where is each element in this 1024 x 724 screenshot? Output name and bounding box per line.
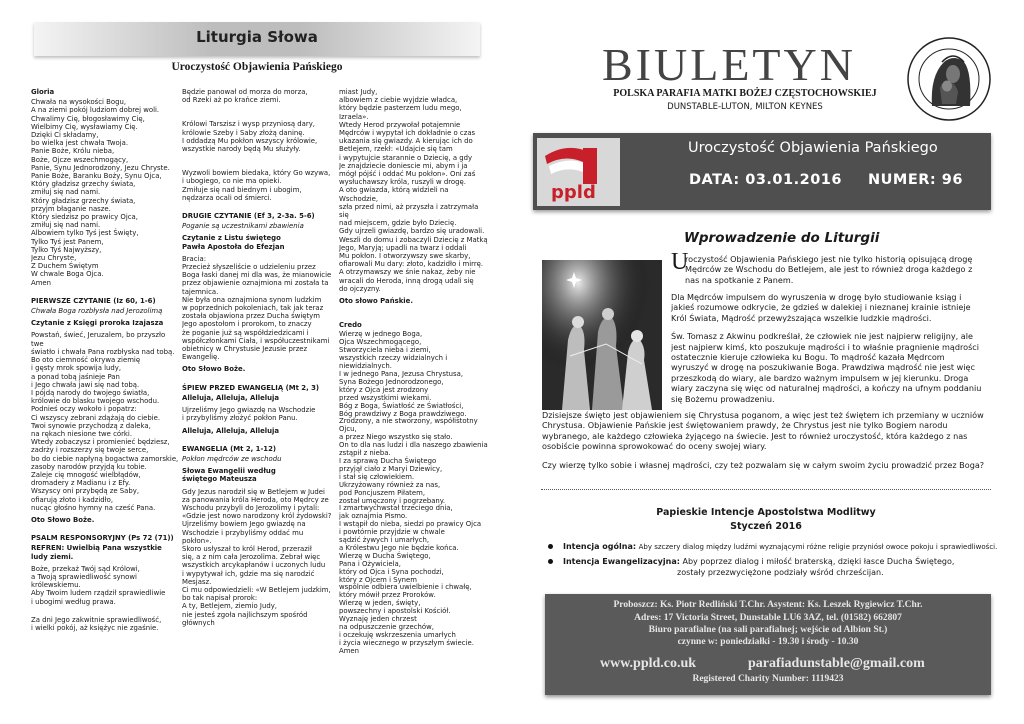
gospel-end: Oto słowo Pańskie. xyxy=(339,297,413,306)
footer-charity: Registered Charity Number: 1119423 xyxy=(692,674,844,684)
psalm-verse-1: Boże, przekaż Twój sąd Królowi, a Twoją sprawiedliwość synowi królewskiemu. Aby Twoim ludem rządził sprawiedliwie i ubogimi według prawa. xyxy=(31,564,166,606)
credo-heading: Credo xyxy=(339,321,362,330)
reading2-summary: Poganie są uczestnikami zbawienia xyxy=(182,222,304,231)
intention-evang-label: Intencja Ewangelizacyjna: xyxy=(563,557,680,566)
footer-office: Biuro parafialne (na sali parafialnej; wejście od Albion St.) xyxy=(648,625,888,635)
credo-text: Wierzę w jednego Boga, Ojca Wszechmogącego, Stworzyciela nieba i ziemi, wszystkich rzeczy widzialnych i niewidzialnych. I w jednego Pana, Jezusa Chrystusa, Syna Bożego Jednorodzonego, który z Ojca jest zrodzony przed wszystkimi wiekami. Bóg z Boga, Światłość ze Światłości, Bóg prawdziwy z Boga prawdziwego. Zrodzony, a nie stworzony, współistotny Ojcu, a przez Niego wszystko się stało. On to dla nas ludzi i dla naszego zbawienia zstąpił z nieba. I za sprawą Ducha Świętego przyjął ciało z Maryi Dziewicy, i stał się człowiekiem. Ukrzyżowany również za nas, pod Poncjuszem Piłatem, został umęczony i pogrzebany. I zmartwychwstał trzeciego dnia, jak oznajmia Pismo. I wstąpił do nieba, siedzi po prawicy Ojca i powtórnie przyjdzie w chwale sądzić żywych i umarłych, a Królestwu Jego nie będzie końca. Wierzę w Ducha Świętego, Pana i Ożywiciela, który od Ojca i Syna pochodzi, który z Ojcem i Synem wspólnie odbiera uwielbienie i chwałę, który mówił przez Proroków. Wierzę w jeden, święty, powszechny i apostolski Kościół. Wyznaję jeden chrzest na odpuszczenie grzechów, i oczekuję wskrzeszenia umarłych i życia wiecznego w przyszłym świecie. Amen xyxy=(339,330,488,655)
date-label: DATA: 03.01.2016 xyxy=(689,172,842,188)
liturgy-column-3 xyxy=(339,88,489,720)
bullet-icon xyxy=(548,559,553,564)
intro-p3: Św. Tomasz z Akwinu podkreślał, że człowiek nie jest najpierw religijny, ale jest najpierw kimś, kto poszukuje mądrości i to właśnie pragnienie mądrości ostatecznie kieruje człowieka ku Bogu. To mądrość kazała Mędrcom wyruszyć w drogę na poszukiwanie Boga. Prawdziwa mądrość nie jest więc przeszkodą do wiary, ale bardzo ważnym impulsem w jej kierunku. Droga wiary zaczyna się więc od naturalnej mądrości, a kończy na ufnym poddaniu się Bożemu prowadzeniu. xyxy=(671,331,982,404)
intro-paragraph-1 xyxy=(685,254,981,293)
intro-heading: Wprowadzenie do Liturgii xyxy=(684,230,880,246)
gospel-summary: Pokłon mędrców ze wschodu xyxy=(182,454,282,463)
intro-dropcap: U xyxy=(671,249,689,275)
intention-general-label: Intencja ogólna: xyxy=(563,542,637,551)
psalm-refrain: REFREN: Uwielbią Pana wszystkie ludy ziemi. xyxy=(31,544,162,561)
psalm-verse-5: Wyzwoli bowiem biedaka, który Go wzywa, i ubogiego, co nie ma opieki. Zmiłuje się nad biednym i ubogim, nędzarza ocali od śmierci. xyxy=(182,169,331,202)
bulletin-title: BIULETYN xyxy=(602,39,856,90)
ppld-logo xyxy=(537,138,620,206)
reading1-text: Powstań, świeć, Jeruzalem, bo przyszło twe światło i chwała Pana rozbłyska nad tobą. Bo oto ciemność okrywa ziemię i gęsty mrok spowija ludy, a ponad tobą jaśnieje Pan i Jego chwała jawi się nad tobą. I pójdą narody do twojego światła, królowie do blasku twojego wschodu. Podnieś oczy wokoło i popatrz: Ci wszyscy zebrani zdążają do ciebie. Twoi synowie przychodzą z daleka, na rękach niesione twe córki. Wtedy zobaczysz i promienieć będziesz, zadrży i rozszerzy się twoje serce, bo do ciebie napłyną bogactwa zamorskie, zasoby narodów przyjdą ku tobie. Zaleje cię mnogość wielbłądów, dromadery z Madianu i z Efy. Wszyscy oni przybędą ze Saby, ofiarują złoto i kadzidło, nucąc głośno hymny na cześć Pana. xyxy=(31,331,179,512)
feast-banner: Uroczystość Objawienia Pańskiego xyxy=(688,140,938,156)
gloria-heading: Gloria xyxy=(31,88,55,96)
reading2-text: Bracia: Przecież słyszeliście o udzieleniu przez Boga łaski danej mi dla was, że mianowicie przez objawienie oznajmiona mi została ta tajemnica. Nie była ona oznajmiona synom ludzkim w poprzednich pokoleniach, tak jak teraz została objawiona przez Ducha świętym Jego apostołom i prorokom, to znaczy że poganie już są współdziedzicami i współczłonkami Ciała, i współuczestnikami obietnicy w Chrystusie Jezusie przez Ewangelię. xyxy=(182,254,332,362)
gospel-heading: EWANGELIA (Mt 2, 1-12) xyxy=(182,444,277,453)
dotted-divider xyxy=(541,489,991,490)
intro-paragraphs xyxy=(671,292,983,412)
alleluia-1: Alleluja, Alleluja, Alleluja xyxy=(182,393,280,402)
magi-illustration xyxy=(542,260,662,410)
liturgy-title: Liturgia Słowa xyxy=(196,28,318,46)
reading1-summary: Chwała Boga rozbłysła nad Jerozolimą xyxy=(31,307,163,316)
parish-name: POLSKA PARAFIA MATKI BOŻEJ CZĘSTOCHOWSKIEJ xyxy=(613,88,877,99)
reading1-end: Oto Słowo Boże. xyxy=(31,515,95,524)
gospel-continued: miast Judy, albowiem z ciebie wyjdzie władca, który będzie pasterzem ludu mego, Izraela». Wtedy Herod przywołał potajemnie Mędrców i wypytał ich dokładnie o czas ukazania się gwiazdy. A kierując ich do Betlejem, rzekł: «Udajcie się tam i wypytujcie starannie o Dziecię, a gdy Je znajdziecie doniescie mi, abym i ja mógł pójść i oddać Mu pokłon». Oni zaś wysłuchawszy króla, ruszyli w drogę. A oto gwiazda, którą widzieli na Wschodzie, szła przed nimi, aż przyszła i zatrzymała się nad miejscem, gdzie było Dziecię. Gdy ujrzeli gwiazdę, bardzo się uradowali. Weszli do domu i zobaczyli Dziecię z Matką Jego, Maryją; upadli na twarz i oddali Mu pokłon. I otworzywszy swe skarby, ofiarowali Mu dary: złoto, kadzidło i mirrę. A otrzymawszy we śnie nakaz, żeby nie wracali do Heroda, inną drogą udali się do ojczyzny. xyxy=(339,88,488,293)
intention-general-text: Aby szczery dialog między ludźmi wyznającymi różne religie przyniósł owoce pokoju i sprawiedliwości. xyxy=(638,543,998,551)
intentions-month: Styczeń 2016 xyxy=(730,521,802,532)
intention-evang-text: Aby poprzez dialog i miłość braterską, dzięki łasce Ducha Świętego, xyxy=(682,557,955,566)
reading1-heading: PIERWSZE CZYTANIE (Iz 60, 1-6) xyxy=(31,296,156,305)
intro-p5: Czy wierzę tylko sobie i własnej mądrości, czy też pozwalam się w całym swoim życiu prowadzić przez Boga? xyxy=(542,459,985,470)
bullet-icon xyxy=(548,544,553,549)
intentions-title: Papieskie Intencje Apostolstwa Modlitwy xyxy=(656,507,876,518)
psalm-heading: PSALM RESPONSORYJNY (Ps 72 (71)) xyxy=(31,534,174,543)
gospel-text: Gdy Jezus narodził się w Betlejem w Judei za panowania króla Heroda, oto Mędrcy ze Wschodu przybyli do Jerozolimy i pytali: «Gdzie jest nowo narodzony król żydowski? Ujrzeliśmy bowiem Jego gwiazdę na Wschodzie i przybyliśmy oddać mu pokłon». Skoro usłyszał to król Herod, przeraził się, a z nim cała Jerozolima. Zebrał więc wszystkich arcykapłanów i uczonych ludu i wypytywał ich, gdzie ma się narodzić Mesjasz. Ci mu odpowiedzieli: «W Betlejem judzkim, bo tak napisał prorok: A ty, Betlejem, ziemio Judy, nie jesteś zgoła najlichszym spośród głównych xyxy=(182,487,332,627)
reading2-end: Oto Słowo Boże. xyxy=(182,365,246,374)
reading2-source: Czytanie z Listu świętego Pawła Apostoła do Efezjan xyxy=(182,234,285,251)
footer-hours: czynne w: poniedziałki - 19.30 i środy - 10.30 xyxy=(677,637,859,647)
intention-evang-text-2: zostały przezwyciężone podziały wśród chrześcijan. xyxy=(677,568,884,577)
reading1-source: Czytanie z Księgi proroka Izajasza xyxy=(31,319,164,328)
issue-number: NUMER: 96 xyxy=(868,172,963,188)
feast-subtitle: Uroczystość Objawienia Pańskiego xyxy=(171,61,343,73)
intro-p2: Dla Mędrców impulsem do wyruszenia w drogę było studiowanie ksiąg i jakieś rozumowe odkrycie, że gdzieś w dalekiej i nieznanej krainie istnieje Król Świata, Mądrość przewyższająca wszelkie ludzkie mądrości. xyxy=(671,292,971,323)
gospel-source: Słowa Ewangelii według świętego Mateusza xyxy=(182,467,276,484)
psalm-verse-2: Za dni Jego zakwitnie sprawiedliwość, i wielki pokój, aż księżyc nie zgaśnie. xyxy=(31,615,162,632)
footer-website[interactable]: www.ppld.co.uk xyxy=(600,656,697,671)
intention-general xyxy=(548,542,998,552)
liturgy-column-1 xyxy=(31,88,179,720)
psalm-verse-4: Królowi Tarszisz i wysp przyniosą dary, królowie Szeby i Saby złożą daninę. I oddadzą Mu pokłon wszyscy królowie, wszystkie narody będą Mu służyły. xyxy=(182,120,318,154)
parish-location: DUNSTABLE-LUTON, MILTON KEYNES xyxy=(667,102,823,112)
intro-p1: roczystość Objawienia Pańskiego jest nie tylko historią opisującą drogę Mędrców ze Wschodu do Betlejem, ale jest to również droga każdego z nas na spotkanie z Panem. xyxy=(685,254,973,285)
intro-paragraphs-wide xyxy=(542,410,986,478)
footer-clergy: Proboszcz: Ks. Piotr Redliński T.Chr. Asystent: Ks. Leszek Rygiewicz T.Chr. xyxy=(613,600,923,610)
intro-p4: Dzisiejsze święto jest objawieniem się Chrystusa poganom, a więc jest też świętem ich przemiany w uczniów Chrystusa. Objawienie Pańskie jest świętowaniem prawdy, że Chrystus jest nie tylko Bogiem narodu wybranego, ale każdego człowieka żyjącego na świecie. Jest to również uroczystość, która każdego z nas osobiście powinna sprowokować do oceny swojej wiary. xyxy=(542,410,984,452)
footer-address: Adres: 17 Victoria Street, Dunstable LU6 3AZ, tel. (01582) 662807 xyxy=(634,613,902,623)
madonna-icon xyxy=(906,36,992,122)
intention-evangelization-cont xyxy=(677,568,987,578)
liturgy-column-2 xyxy=(182,88,334,720)
gospel-acclamation-heading: ŚPIEW PRZED EWANGELIĄ (Mt 2, 3) xyxy=(182,383,320,392)
psalm-verse-3: Będzie panował od morza do morza, od Rzeki aż po krańce ziemi. xyxy=(182,88,308,105)
svg-text:ppld: ppld xyxy=(551,182,596,203)
alleluia-2: Alleluja, Alleluja, Alleluja xyxy=(182,426,280,435)
gospel-acclamation-text: Ujrzeliśmy Jego gwiazdę na Wschodzie i przybyliśmy złożyć pokłon Panu. xyxy=(182,406,316,423)
reading2-heading: DRUGIE CZYTANIE (Ef 3, 2-3a. 5-6) xyxy=(182,212,315,221)
intention-evangelization xyxy=(548,557,998,567)
gloria-text: Chwała na wysokości Bogu, A na ziemi pokój ludziom dobrej woli. Chwalimy Cię, błogosławimy Cię, Wielbimy Cię, wysławiamy Cię. Dzięki Ci składamy, bo wielka jest chwała Twoja. Panie Boże, Królu nieba, Boże, Ojcze wszechmogący, Panie, Synu Jednorodzony, Jezu Chryste. Panie Boże, Baranku Boży, Synu Ojca, Który gładzisz grzechy świata, zmiłuj się nad nami. Który gładzisz grzechy świata, przyjm błaganie nasze. Który siedzisz po prawicy Ojca, zmiłuj się nad nami. Albowiem tylko Tyś jest Święty, Tylko Tyś jest Panem, Tylko Tyś Najwyższy, Jezu Chryste, Z Duchem Świętym W chwale Boga Ojca. Amen xyxy=(31,98,170,287)
footer-email[interactable]: parafiadunstable@gmail.com xyxy=(748,656,925,671)
